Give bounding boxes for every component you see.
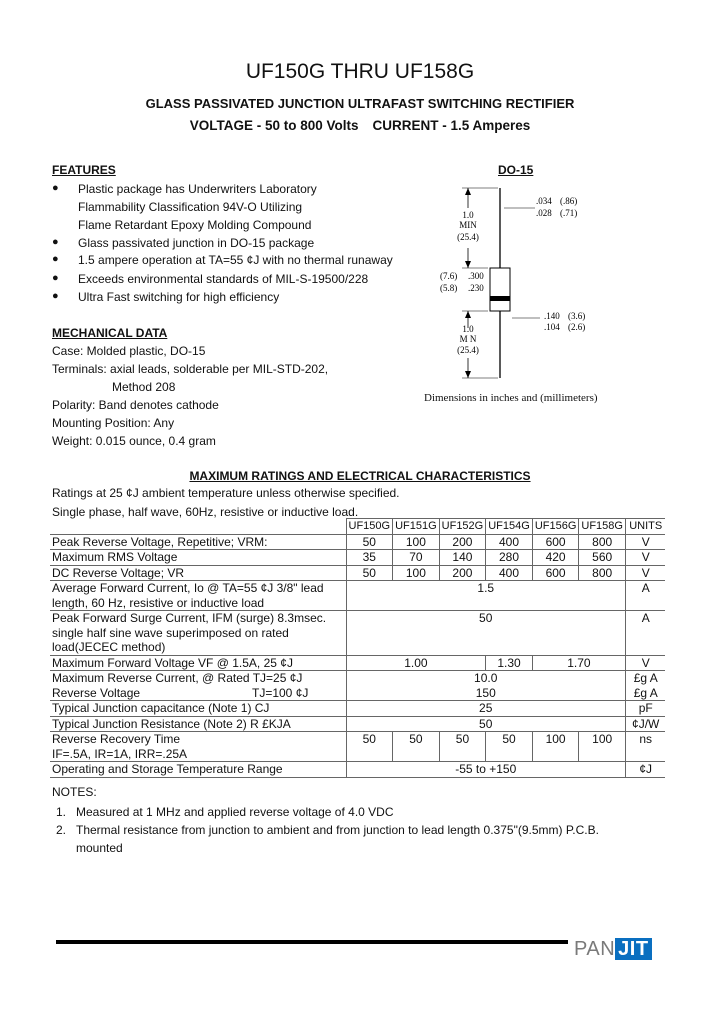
cathode-band [490, 296, 510, 301]
mech-polarity: Polarity: Band denotes cathode [52, 398, 219, 412]
table-row: Peak Reverse Voltage, Repetitive; VRM: 50 100 200 400 600 800 V [50, 534, 665, 550]
dim-body-diameter-mm: (3.6) (2.6) [568, 311, 586, 332]
package-body [490, 268, 510, 311]
column-header: UF154G [486, 519, 533, 535]
bullet-icon: ● [52, 182, 59, 194]
feature-item [52, 272, 369, 286]
do15-package-diagram [420, 178, 620, 398]
footer-rule [56, 940, 568, 944]
note-1: Measured at 1 MHz and applied reverse voltage of 4.0 VDC [76, 805, 394, 819]
feature-line: 1.5 ampere operation at TA=55 ¢J with no thermal runaway [78, 253, 393, 267]
mech-weight: Weight: 0.015 ounce, 0.4 gram [52, 434, 216, 448]
current-spec: CURRENT - 1.5 Amperes [372, 118, 531, 133]
mechanical-heading: MECHANICAL DATA [52, 326, 168, 340]
note-1-number: 1. [56, 805, 67, 819]
feature-line: Plastic package has Underwriters Laboratory [78, 182, 317, 196]
package-name: DO-15 [498, 163, 534, 177]
mech-method: Method 208 [112, 380, 176, 394]
feature-line: Exceeds environmental standards of MIL-S-19500/228 [78, 272, 369, 286]
ratings-heading: MAXIMUM RATINGS AND ELECTRICAL CHARACTERISTICS [189, 469, 531, 483]
table-row: Operating and Storage Temperature Range -55 to +150 ¢J [50, 762, 665, 778]
table-row: Maximum RMS Voltage 35 70 140 280 420 560 V [50, 550, 665, 566]
mech-terminals: Terminals: axial leads, solderable per MIL-STD-202, [52, 362, 329, 376]
table-row: Peak Forward Surge Current, IFM (surge) 8.3msec. single half sine wave superimposed on rated load(JECEC method) 50 A [50, 611, 665, 656]
feature-line: Ultra Fast switching for high efficiency [78, 290, 280, 304]
logo-text-pan: PAN [574, 938, 616, 960]
ratings-note-load: Single phase, half wave, 60Hz, resistive or inductive load. [52, 505, 359, 519]
feature-item [52, 253, 393, 267]
dim-lead-diameter-in: .034 .028 [536, 196, 552, 218]
dimensions-caption: Dimensions in inches and (millimeters) [424, 392, 598, 404]
dim-lead-diameter-mm: (.86) (.71) [560, 196, 578, 218]
dim-body-length-mm: (7.6) (5.8) [440, 271, 458, 293]
feature-item [52, 290, 280, 304]
bullet-icon: ● [52, 253, 59, 265]
table-row: Average Forward Current, Io @ TA=55 ¢J 3/8" lead length, 60 Hz, resistive or inductive load 1.5 A [50, 581, 665, 611]
table-row: Typical Junction Resistance (Note 2) R £KJA 50 ¢J/W [50, 716, 665, 732]
table-row: Maximum Reverse Current, @ Rated TJ=25 ¢J Reverse Voltage TJ=100 ¢J 10.0 150 £g A £g A [50, 671, 665, 701]
dim-lead-length: 1.0 MIN (25.4) [457, 210, 479, 242]
note-2-continued: mounted [76, 841, 123, 855]
table-row: Maximum Forward Voltage VF @ 1.5A, 25 ¢J 1.00 1.30 1.70 V [50, 655, 665, 671]
bullet-icon: ● [52, 236, 59, 248]
voltage-current-line [0, 118, 720, 133]
column-header: UF152G [439, 519, 486, 535]
bullet-icon: ● [52, 272, 59, 284]
table-header-row [50, 519, 665, 535]
note-2: Thermal resistance from junction to ambient and from junction to lead length 0.375"(9.5mm) P.C.B. [76, 823, 599, 837]
column-header: UNITS [625, 519, 665, 535]
voltage-spec: VOLTAGE - 50 to 800 Volts [189, 118, 359, 133]
table-row: Typical Junction capacitance (Note 1) CJ 25 pF [50, 701, 665, 717]
feature-line: Glass passivated junction in DO-15 package [78, 236, 315, 250]
note-2-number: 2. [56, 823, 67, 837]
dim-lead-length-2: 1.0 M N (25.4) [457, 324, 479, 355]
table-row: DC Reverse Voltage; VR 50 100 200 400 600 800 V [50, 565, 665, 581]
feature-line: Flammability Classification 94V-O Utilizing [78, 200, 303, 214]
feature-item [52, 182, 317, 232]
panjit-logo [574, 938, 652, 961]
bullet-icon: ● [52, 290, 59, 302]
page-title: UF150G THRU UF158G [245, 60, 475, 83]
feature-line: Flame Retardant Epoxy Molding Compound [78, 218, 312, 232]
ratings-table [50, 518, 665, 778]
features-heading: FEATURES [52, 163, 116, 177]
column-header: UF150G [346, 519, 393, 535]
column-header: UF156G [532, 519, 579, 535]
mech-mounting: Mounting Position: Any [52, 416, 175, 430]
table-row: Reverse Recovery Time IF=.5A, IR=1A, IRR=.25A 50 50 50 50 100 100 ns [50, 732, 665, 762]
dim-body-diameter-in: .140 .104 [544, 311, 560, 332]
dim-body-length-in: .300 .230 [468, 271, 484, 293]
feature-item [52, 236, 315, 250]
column-header: UF151G [393, 519, 440, 535]
product-subtitle: GLASS PASSIVATED JUNCTION ULTRAFAST SWITCHING RECTIFIER [145, 96, 575, 111]
ratings-note-ambient: Ratings at 25 ¢J ambient temperature unless otherwise specified. [52, 486, 400, 500]
mech-case: Case: Molded plastic, DO-15 [52, 344, 206, 358]
notes-heading: NOTES: [52, 785, 97, 799]
logo-text-jit: JIT [615, 938, 651, 960]
column-header: UF158G [579, 519, 626, 535]
